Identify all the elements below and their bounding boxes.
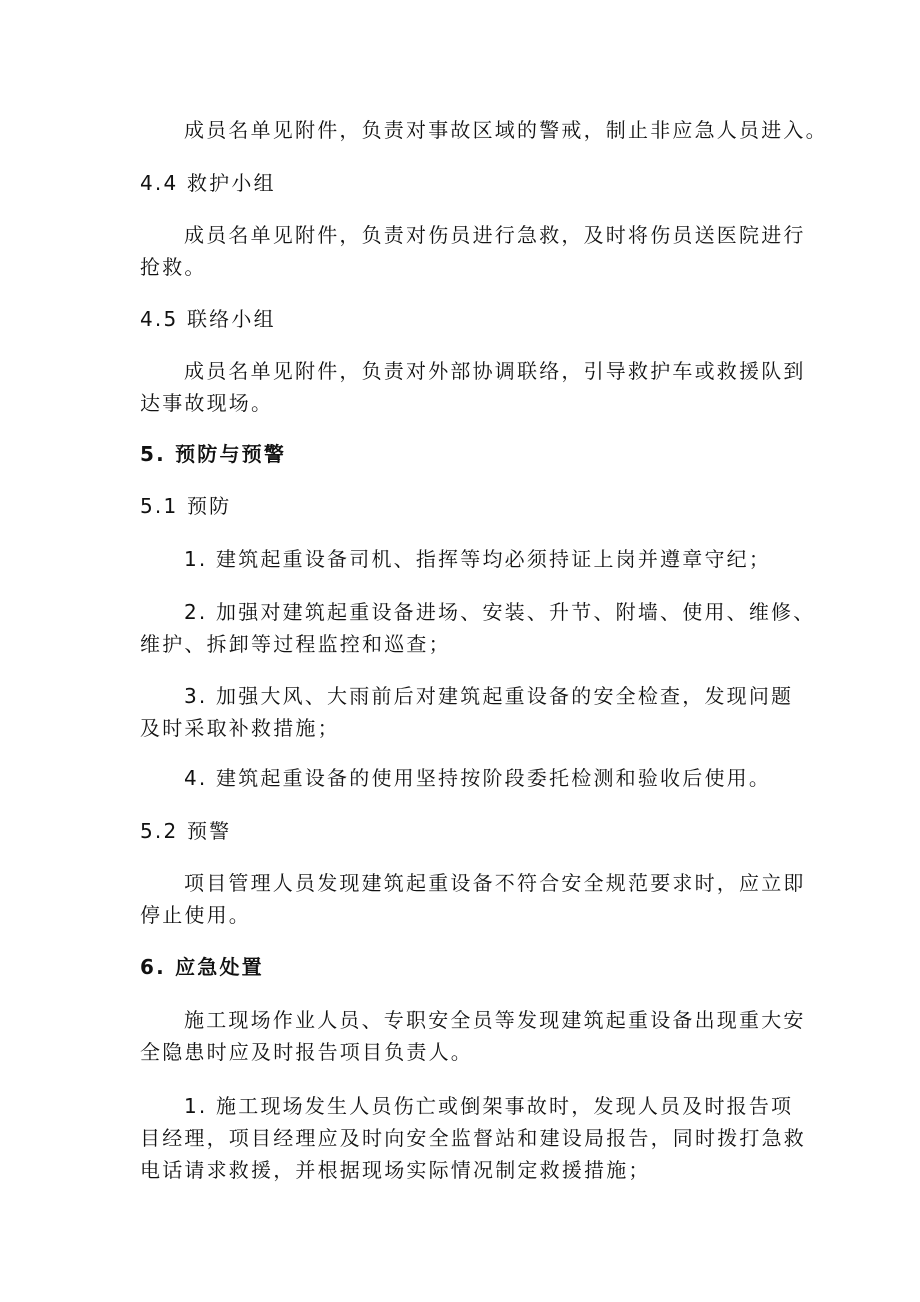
paragraph-line: 目经理，项目经理应及时向安全监督站和建设局报告，同时拨打急救 (140, 1126, 806, 1150)
section-heading-5: 5. 预防与预警 (140, 442, 287, 466)
list-item: 4. 建筑起重设备的使用坚持按阶段委托检测和验收后使用。 (184, 766, 772, 790)
paragraph-line: 成员名单见附件，负责对事故区域的警戒，制止非应急人员进入。 (184, 118, 828, 142)
section-heading-5-2: 5.2 预警 (140, 819, 232, 843)
list-item: 3. 加强大风、大雨前后对建筑起重设备的安全检查，发现问题 (184, 684, 794, 708)
paragraph-line: 及时采取补救措施； (140, 716, 340, 740)
list-item: 2. 加强对建筑起重设备进场、安装、升节、附墙、使用、维修、 (184, 600, 816, 624)
paragraph-line: 施工现场作业人员、专职安全员等发现建筑起重设备出现重大安 (184, 1008, 806, 1032)
paragraph-line: 达事故现场。 (140, 391, 274, 415)
list-item: 1. 施工现场发生人员伤亡或倒架事故时，发现人员及时报告项 (184, 1094, 794, 1118)
section-heading-4-4: 4.4 救护小组 (140, 171, 276, 195)
paragraph-line: 全隐患时应及时报告项目负责人。 (140, 1040, 473, 1064)
section-heading-4-5: 4.5 联络小组 (140, 307, 276, 331)
paragraph-line: 成员名单见附件，负责对伤员进行急救，及时将伤员送医院进行 (184, 223, 806, 247)
paragraph-line: 成员名单见附件，负责对外部协调联络，引导救护车或救援队到 (184, 359, 806, 383)
paragraph-line: 维护、拆卸等过程监控和巡查； (140, 632, 451, 656)
list-item: 1. 建筑起重设备司机、指挥等均必须持证上岗并遵章守纪； (184, 547, 772, 571)
paragraph-line: 停止使用。 (140, 903, 251, 927)
section-heading-5-1: 5.1 预防 (140, 494, 232, 518)
paragraph-line: 抢救。 (140, 255, 207, 279)
section-heading-6: 6. 应急处置 (140, 955, 264, 979)
paragraph-line: 电话请求救援，并根据现场实际情况制定救援措施； (140, 1158, 651, 1182)
paragraph-line: 项目管理人员发现建筑起重设备不符合安全规范要求时，应立即 (184, 871, 806, 895)
